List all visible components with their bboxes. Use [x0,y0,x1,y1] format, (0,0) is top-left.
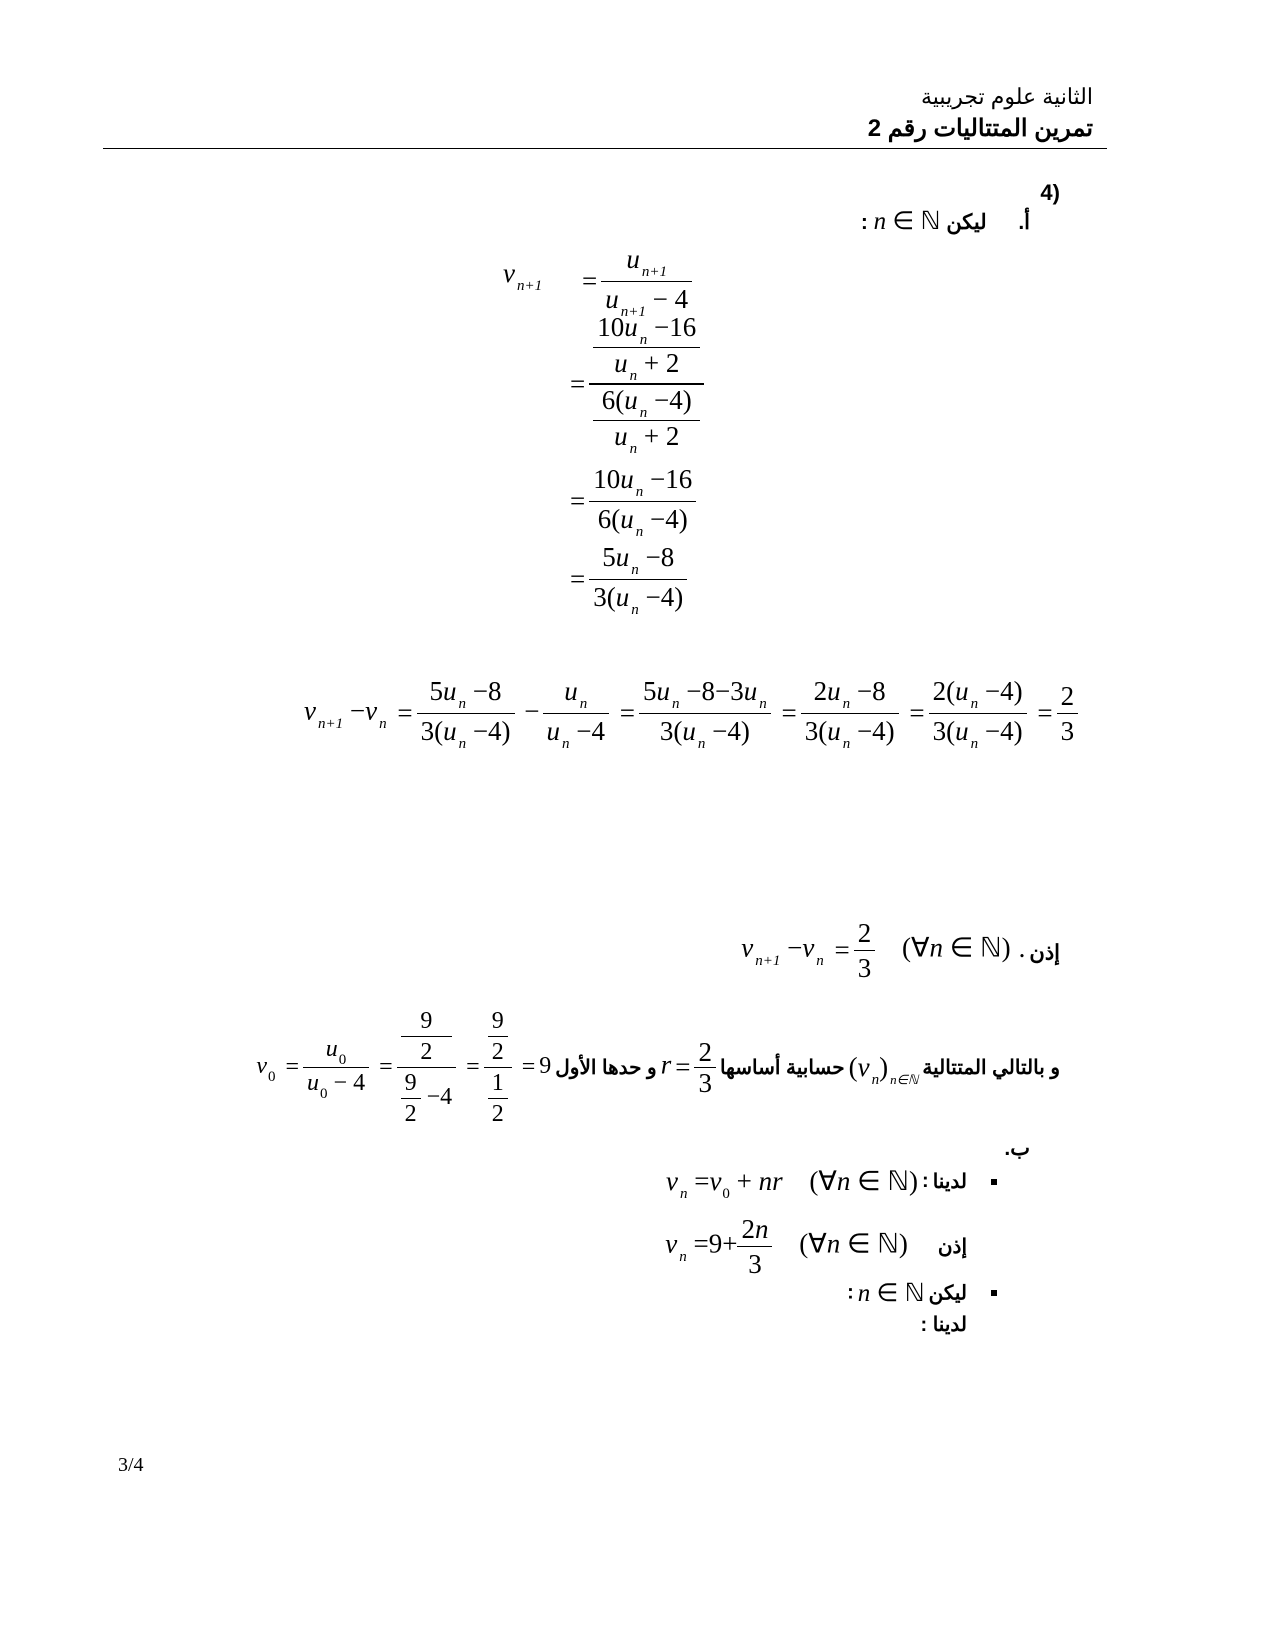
we-have-1: لدينا [932,1171,967,1193]
eq-vn1-step4: = $\frac{5u _n -8}{3(u _n -4)}$ [566,540,687,619]
conclusion-first: و حدها الأول [555,1057,657,1079]
part-a-label: أ. [1018,211,1030,234]
bullet-1: لدينا : v $_n =v_0$ + nr (∀n ∈ ℕ) [666,1166,997,1197]
part-a-intro: أ. ليكن n ∈ ℕ : [860,208,1030,235]
then-label: إذن [1029,941,1060,965]
page-number: 3/4 [118,1454,144,1476]
let-label: ليكن [946,211,987,234]
bullet-1-then: إذن v $_n$ =9+ $\frac{2n}{3}$ (∀n ∈ ℕ) [665,1214,967,1279]
eq-vn1-step1: = $\frac{u _{n+1}}{u _{n+1} - 4}$ [578,242,692,321]
conclusion-line: و بالتالي المتتالية (v $_n$) $_{n\in ℕ}$ حسابية أساسها r = $\frac{2}{3}$ و حدها الأول $v_0$ = $\frac{u_0}{u_0 - 4}$ = 9 2 $\frac{9}{2}$ −4 = 9 2 1 2 = 9 [256,1008,1060,1127]
then-label-2: إذن [937,1236,967,1258]
exercise-number: (4 [1040,180,1060,205]
conclusion-arith: حسابية أساسها [719,1057,845,1079]
eq-vn1-step2: = 10u $_n$ −16 u $_n$ + 2 6(u $_n$ −4) u $_n$ + 2 [566,312,704,456]
eq-vn1-lhs: v $_{n+1}$ [503,258,543,294]
level-label: الثانية علوم تجريبية [921,84,1093,109]
page-title: تمرين المتتاليات رقم 2 [867,115,1093,142]
eq-vn1-step3: = $\frac{10u _n -16}{6(u _n -4)}$ [566,462,696,541]
bullet-2: ليكن n ∈ ℕ : [847,1278,997,1308]
header-divider [103,148,1107,149]
part-b-label: ب. [1004,1137,1030,1160]
therefore-line: إذن v $_{n+1}$ −v $_n$ = $\frac{2}{3}$ (∀n ∈ ℕ) . [741,918,1060,983]
conclusion-and: و بالتالي المتتالية [922,1057,1060,1079]
we-have-colon: لدينا : [920,1314,967,1336]
eq-difference: v $_{n+1}$ −v $_n$ = $\frac{5u _n -8}{3(u _n -4)}$ − $\frac{u _n}{u _n -4}$ = $\frac{5u _n -8-3u _n}{3(u _n -4)}$ = $\frac{2u _n -8}{3(u _n -4)}$ = $\frac{2(u _n -4)}{3(u _n -4)}$ = $\frac{2}{3}$ [304,674,1078,753]
colon: : [860,211,868,234]
bullet-icon [991,1179,997,1185]
let-label-2: ليكن [928,1282,967,1305]
bullet-icon-2 [991,1290,997,1296]
